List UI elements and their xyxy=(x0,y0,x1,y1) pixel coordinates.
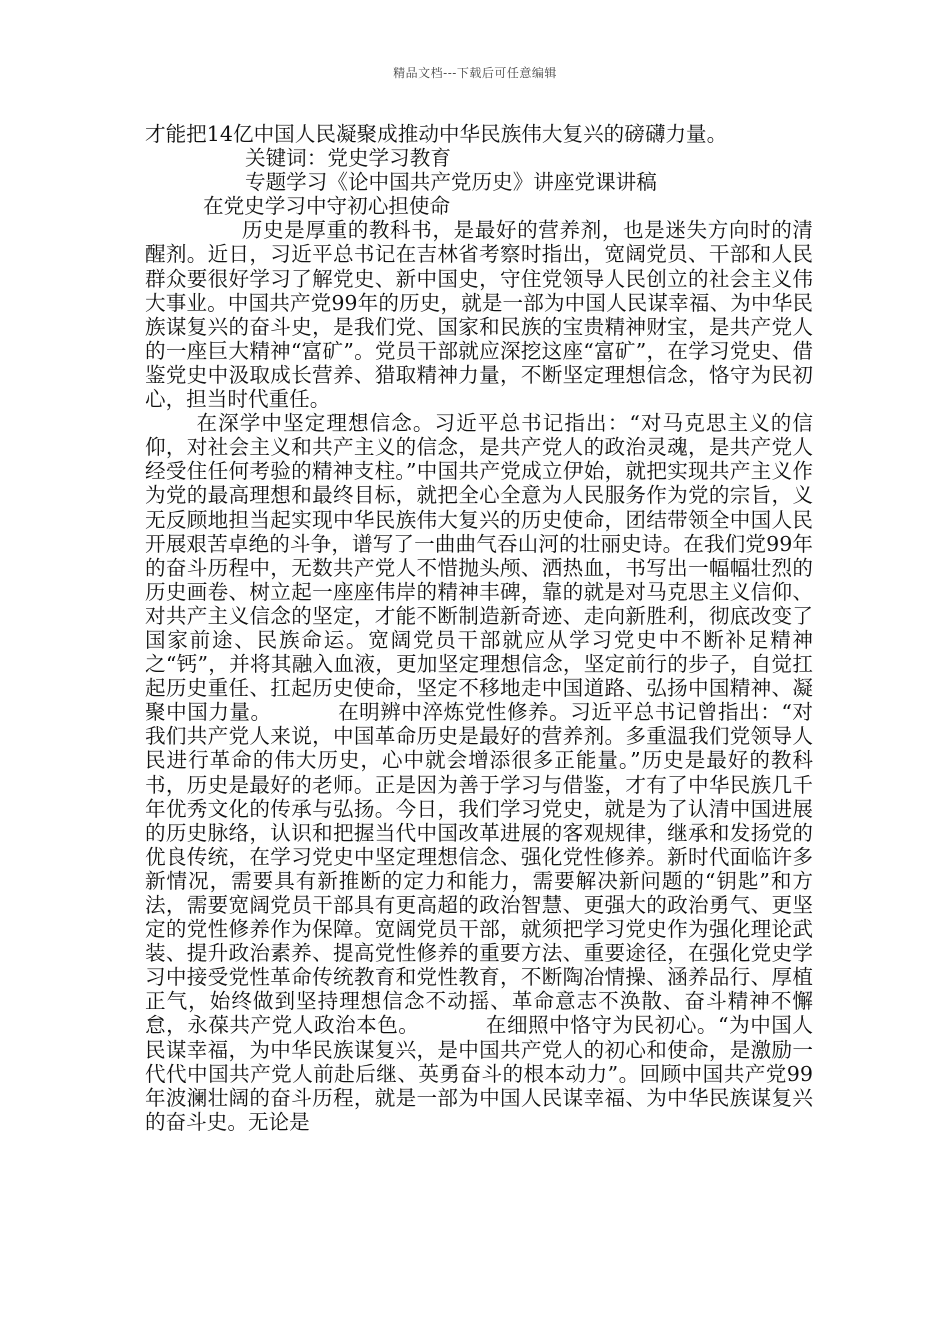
document-title: 专题学习《论中国共产党历史》讲座党课讲稿 xyxy=(245,170,657,195)
intro-line: 才能把14亿中国人民凝聚成推动中华民族伟大复兴的磅礴力量。 xyxy=(145,122,728,146)
document-body xyxy=(145,122,813,1134)
document-subtitle: 在党史学习中守初心担使命 xyxy=(203,194,451,219)
keywords-line: 关键词：党史学习教育 xyxy=(245,146,451,171)
paragraph-history: 历史是厚重的教科书，是最好的营养剂，也是迷失方向时的清醒剂。近日，习近平总书记在吉林省考察时指出，宽阔党员、干部和人民群众要很好学习了解党史、新中国史，守住党领导人民创立的社会主义伟大事业。中国共产党99年的历史，就是一部为中国人民谋幸福、为中华民族谋复兴的奋斗史，是我们党、国家和民族的宝贵精神财宝，是共产党人的一座巨大精神“富矿”。党员干部就应深挖这座“富矿”，在学习党史、借鉴党史中汲取成长营养、猎取精神力量，不断坚定理想信念，恪守为民初心，担当时代重任。 xyxy=(145,218,813,412)
paragraph-ideals-text: 在深学中坚定理想信念。习近平总书记指出：“对马克思主义的信仰，对社会主义和共产主义的信念，是共产党人的政治灵魂，是共产党人经受住任何考验的精神支柱。”中国共产党成立伊始，就把实现共产主义作为党的最高理想和最终目标，就把全心全意为人民服务作为党的宗旨，义无反顾地担当起实现中华民族伟大复兴的历史使命，团结带领全中国人民开展艰苦卓绝的斗争，谱写了一曲曲气吞山河的壮丽史诗。在我们党99年的奋斗历程中，无数共产党人不惜抛头颅、洒热血，书写出一幅幅壮烈的历史画卷、树立起一座座伟岸的精神丰碑，靠的就是对马克思主义信仰、对共产主义信念的坚定，才能不断制造新奇迹、走向新胜利，彻底改变了国家前途、民族命运。宽阔党员干部就应从学习党史中不断补足精神之“钙”，并将其融入血液，更加坚定理想信念，坚定前行的步子，自觉扛起历史重任、扛起历史使命，坚定不移地走中国道路、弘扬中国精神、凝聚中国力量。 xyxy=(145,411,813,725)
page-header: 精品文档---下载后可任意编辑 xyxy=(393,66,557,80)
paragraph-original-aspiration-text: 在细照中恪守为民初心。“为中国人民谋幸福，为中华民族谋复兴，是中国共产党人的初心和使命，是激励一代代中国共产党人前赴后继、英勇奋斗的根本动力”。回顾中国共产党99年波澜壮阔的奋斗历程，就是一部为中国人民谋幸福、为中华民族谋复兴的奋斗史。无论是 xyxy=(145,1013,814,1134)
paragraph-ideals xyxy=(145,411,813,1134)
paragraph-party-spirit-text: 在明辨中淬炼党性修养。习近平总书记曾指出：“对我们共产党人来说，中国革命历史是最好的营养剂。多重温我们党领导人民进行革命的伟大历史，心中就会增添很多正能量。”历史是最好的教科书，历史是最好的老师。正是因为善于学习与借鉴，才有了中华民族几千年优秀文化的传承与弘扬。今日，我们学习党史，就是为了认清中国进展的历史脉络，认识和把握当代中国改革进展的客观规律，继承和发扬党的优良传统，在学习党史中坚定理想信念、强化党性修养。新时代面临许多新情况，需要具有新推断的定力和能力，需要解决新问题的“钥匙”和方法，需要宽阔党员干部具有更高超的政治智慧、更强大的政治勇气、更坚定的党性修养作为保障。宽阔党员干部，就须把学习党史作为强化理论武装、提升政治素养、提高党性修养的重要方法、重要途径，在强化党史学习中接受党性革命传统教育和党性教育，不断陶冶情操、涵养品行、厚植正气，始终做到坚持理想信念不动摇、革命意志不涣散、奋斗精神不懈怠，永葆共产党人政治本色。 xyxy=(145,700,813,1038)
